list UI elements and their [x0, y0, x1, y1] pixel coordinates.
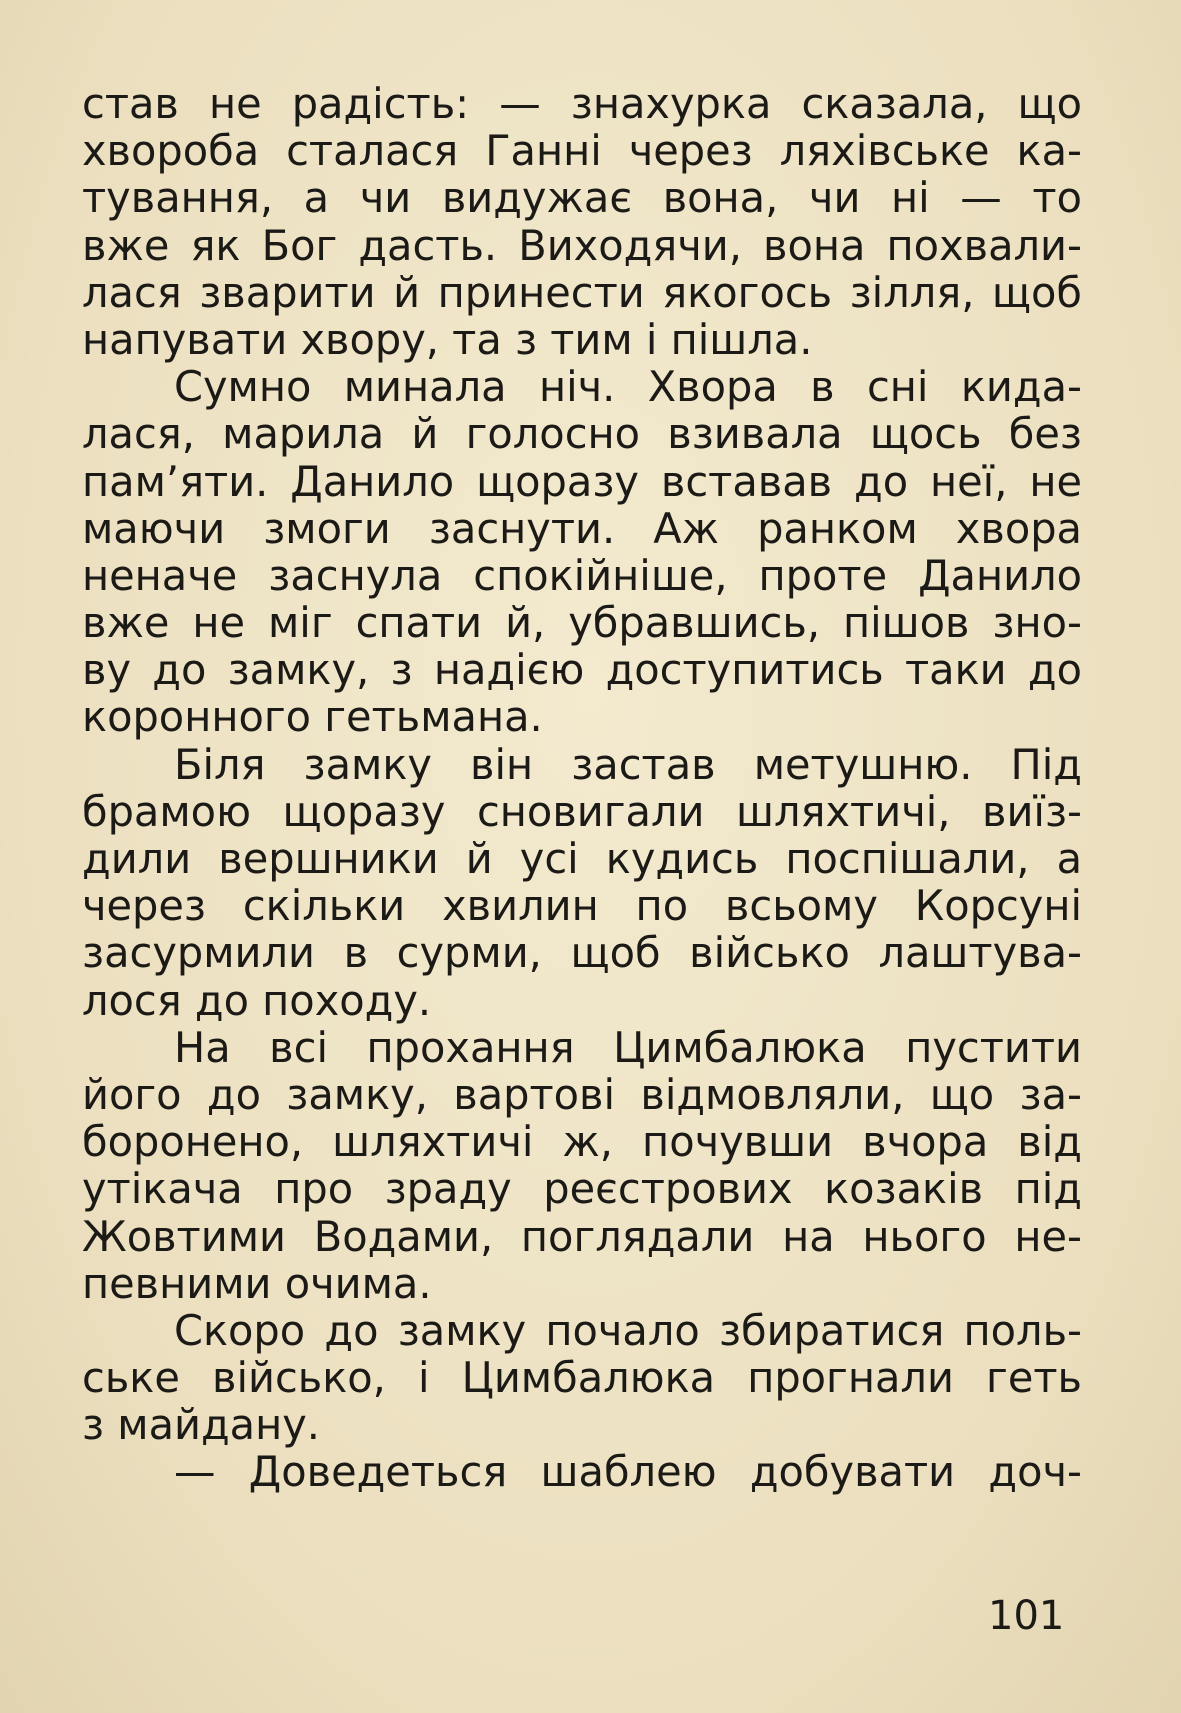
text-line: коронного гетьмана. — [82, 693, 543, 741]
text-line: вже не міг спати й, убравшись, пішов зно- — [82, 599, 1082, 647]
text-line: тування, а чи видужає вона, чи ні — то — [82, 174, 1082, 222]
text-line: через скільки хвилин по всьому Корсуні — [82, 882, 1082, 930]
text-line: Жовтими Водами, поглядали на нього не- — [82, 1212, 1082, 1260]
text-line: засурмили в сурми, щоб військо лаштува- — [82, 929, 1082, 977]
text-line: брамою щоразу сновигали шляхтичі, виїз- — [82, 787, 1082, 835]
text-line: напувати хвору, та з тим і пішла. — [82, 315, 813, 364]
text-line: утікача про зраду реєстрових козаків під — [82, 1165, 1082, 1213]
text-line: вже як Бог дасть. Виходячи, вона похвали- — [82, 221, 1082, 269]
text-line: дили вершники й усі кудись поспішали, а — [82, 835, 1082, 883]
body-text — [82, 80, 1082, 1496]
paragraph-start-line: Скоро до замку почало збиратися поль- — [174, 1306, 1082, 1355]
text-line: хвороба сталася Ганні через ляхівське ка- — [82, 127, 1082, 175]
paragraph-start-line: Біля замку він застав метушню. Під — [174, 740, 1082, 788]
text-line: ське військо, і Цимбалюка прогнали геть — [82, 1354, 1082, 1402]
paragraph-start-line: — Доведеться шаблею добувати доч- — [174, 1448, 1082, 1496]
text-line: ву до замку, з надією доступитись таки до — [82, 646, 1082, 694]
text-line: пам’яти. Данило щоразу вставав до неї, не — [82, 457, 1082, 505]
text-line: лася, марила й голосно взивала щось без — [82, 410, 1082, 458]
text-line: лася зварити й принести якогось зілля, щоб — [82, 268, 1082, 316]
text-line: боронено, шляхтичі ж, почувши вчора від — [82, 1118, 1082, 1166]
text-line: маючи змоги заснути. Аж ранком хвора — [82, 504, 1082, 552]
page-number: 101 — [988, 1593, 1065, 1639]
text-line: неначе заснула спокійніше, проте Данило — [82, 551, 1082, 600]
text-line: став не радість: — знахурка сказала, що — [82, 80, 1082, 128]
text-line: певними очима. — [82, 1259, 432, 1307]
text-line: його до замку, вартові відмовляли, що за- — [82, 1070, 1082, 1119]
text-line: лося до походу. — [82, 976, 432, 1024]
paragraph-start-line: Сумно минала ніч. Хвора в сні кида- — [174, 363, 1082, 411]
text-line: з майдану. — [82, 1401, 320, 1449]
paragraph-start-line: На всі прохання Цимбалюка пустити — [174, 1023, 1082, 1071]
